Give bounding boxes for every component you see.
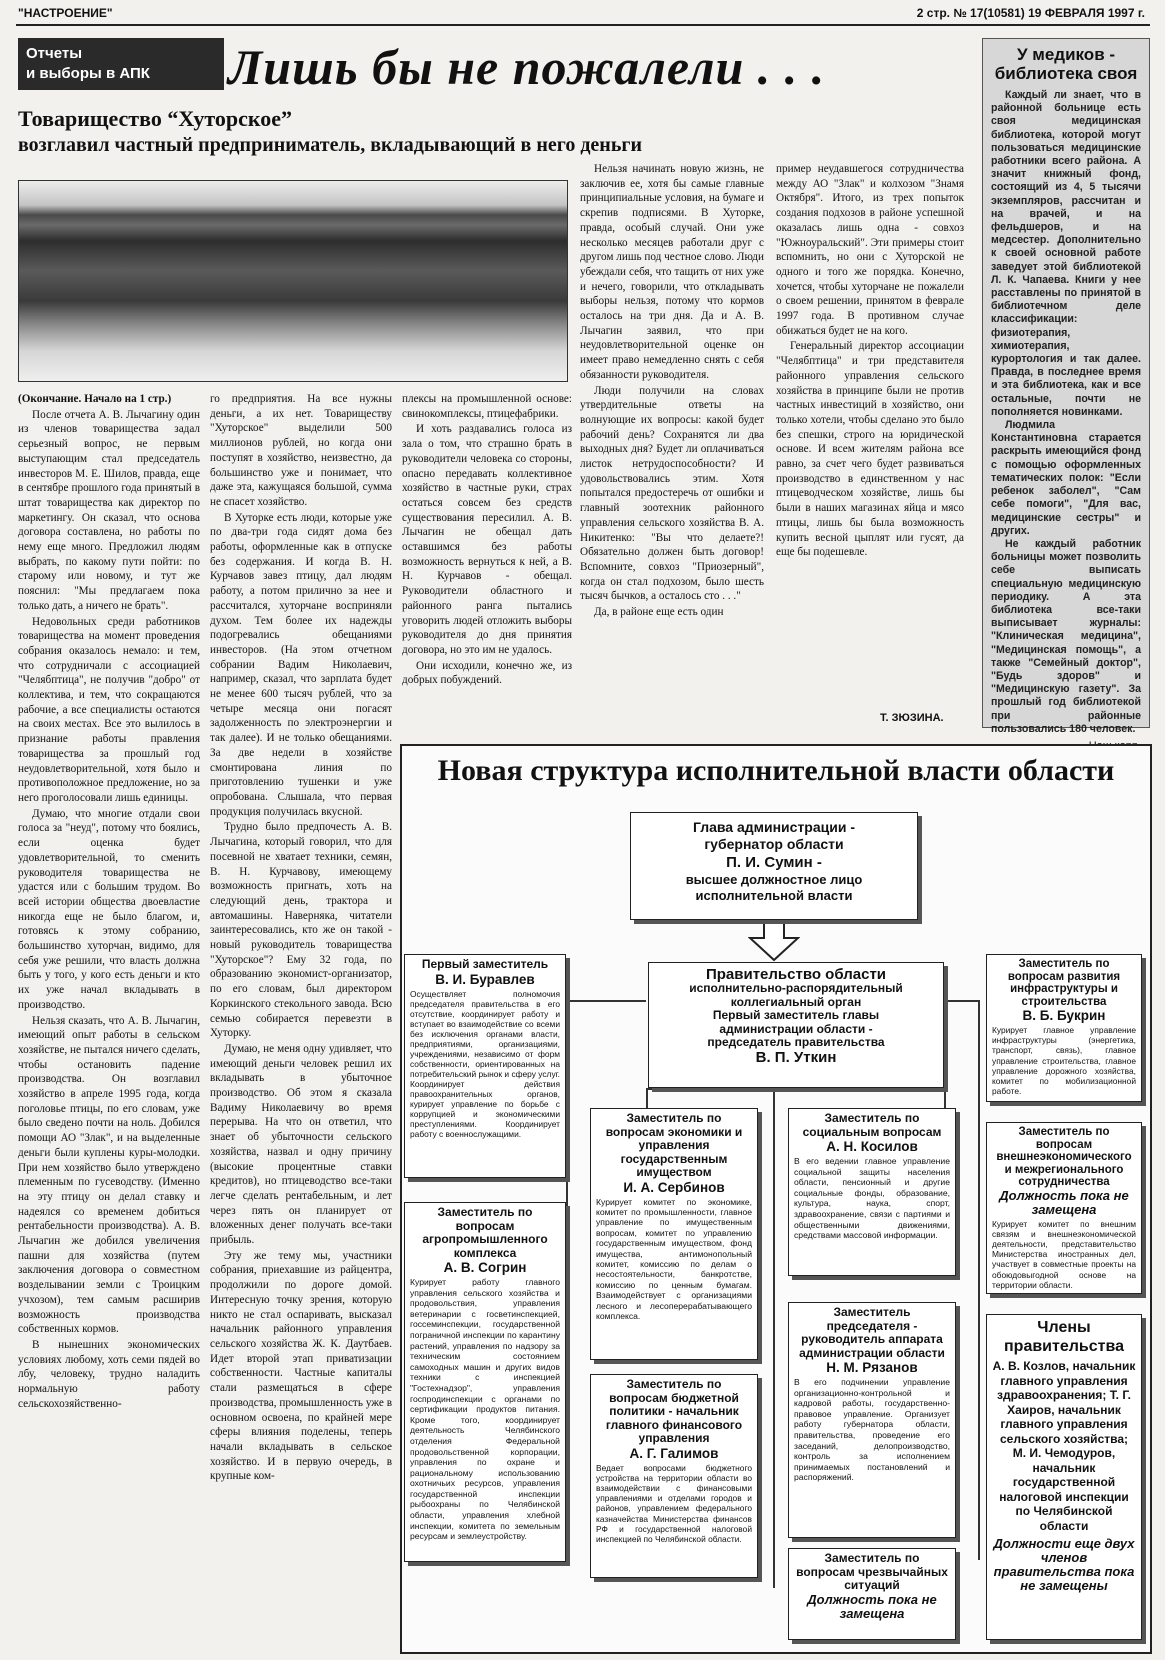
- government-members-box: [986, 1314, 1142, 1640]
- connector-left-drop: [646, 1088, 648, 1108]
- budget-deputy-title: Заместитель по вопросам бюджетной политики - начальник главного финансового управления: [605, 1377, 743, 1445]
- article-paragraph: пример неудавшегося сотрудничества между АО "Злак" и колхозом "Знамя Октября". Итого, из трех попыток создания подхозов в районе успешной оказалась лишь одна - совхоз "Южноуральский". Эти примеры стоит вспомнить, но они с Хуторской не одного и того же порядка. Конечно, хочется, чтобы хуторчане не пожалели о своем решении, принятом в феврале 1997 года. В противном случае обижаться будет не на кого.: [776, 163, 964, 337]
- rubric-line2: и выборы в АПК: [26, 65, 150, 82]
- article-paragraph: Они исходили, конечно же, из добрых побуждений.: [402, 659, 572, 687]
- article-paragraph: Недовольных среди работников товарищества на момент проведения собрания оказалось немало: и тем, что сотрудничали с ассоциацией "Челябптица", не получив "добро" от коллектива, и тем, что сокращаются рабочие, а все специалисты остаются на своих местах. Все это вылилось в признание работы правления товарищества за прошлый год неудовлетворительной, хотя было и противоположное предложение, но за него проголосовали лишь единицы.: [18, 615, 200, 804]
- article-paragraph: Думаю, что многие отдали свои голоса за "неуд", потому что боялись, если оценка будет удовлетворительной, то сменить руководителя товарищества не удастся или с большим трудом. Во всей истории общества двоевластие никогда еще не было благом, и, готовясь к этому собранию, большинство хуторчан, видимо, для себя уже решили, что власть должна быть у того, у кого есть деньги и кто их уже начал вкладывать в производство.: [18, 807, 200, 1011]
- apparatus-deputy-box: [788, 1302, 956, 1538]
- subheadline-line1: Товарищество “Хуторское”: [18, 106, 293, 131]
- members-title: Члены правительства: [1004, 1319, 1124, 1355]
- governor-line3: высшее должностное лицо: [685, 872, 863, 887]
- article-paragraph: Трудно было предпочесть А. В. Лычагина, который говорил, что для посевной не хватает техники, семян, В. Н. Курчавову, имеющему возможность пригнать, хоть на следующий день, трактора и автомашины. Наверняка, читатели заинтересовались, кто же он такой - новый руководитель товарищества "Хуторское"? Ему 32 года, по образованию экономист-организатор, по его словам, был директором Коркинского стекольного завода. Всю семью собирается перевезти в Хуторку.: [210, 821, 392, 1040]
- budget-deputy-box: [590, 1374, 758, 1578]
- rubric-tag: [18, 38, 224, 90]
- economy-deputy-name: И. А. Сербинов: [623, 1179, 725, 1195]
- article-paragraph: Генеральный директор ассоциации "Челябптица" и три представителя районного управления сельского хозяйства в принципе были не против частных инвестиций в хозяйство, они только хотели, чтобы сделано это было без спешки, строго на юридической основе. И всем жителям района все равно, за счет чего будет развиваться производство в единственном у нас птицеводческом хозяйстве, лишь бы были в наших магазинах яйца и мясо птицы, лишь бы была возможность купить весной цыплят или гусят, да еще бы подешевле.: [776, 340, 964, 559]
- emergency-deputy-box: [788, 1548, 956, 1640]
- article-column-4: [580, 162, 764, 732]
- social-deputy-desc: В его ведении главное управление социальной защиты населения области, пенсионный и другие социальные фонды, образование, культура, наука, спорт, здравоохранение, связи с партиями и общественными движениями, средствами массовой информации.: [794, 1156, 950, 1241]
- government-line4: Первый заместитель главы: [712, 1008, 880, 1022]
- article-paragraph: Нельзя начинать новую жизнь, не заключив ее, хотя бы самые главные принципиальные условия, на бумаге и скрепив подписями. В Хуторке, правда, особый случай. Они уже несколько месяцев работали друг с другом лишь под честное слово. Люди убеждали себя, что тащить от них уже и нечего, говорили, что откладывать выборы нельзя, потому что кормов осталось на три дня. Да и А. В. Лычагин заявил, что при неудовлетворительной оценке он имеет право немедленно снять с себя обязанности руководителя.: [580, 163, 764, 381]
- economy-deputy-box: [590, 1108, 758, 1360]
- article-column-3: [402, 392, 572, 732]
- org-chart-title: Новая структура исполнительной власти области: [437, 754, 1115, 787]
- infrastructure-deputy-box: [986, 954, 1142, 1102]
- article-paragraph: В нынешних экономических условиях любому, хоть семи пядей во лбу, человеку, трудно наладить нормальную работу сельскохозяйственно-: [18, 1339, 200, 1410]
- masthead-right: 2 стр. № 17(10581) 19 ФЕВРАЛЯ 1997 г.: [916, 6, 1145, 20]
- apparatus-deputy-title: Заместитель председателя - руководитель аппарата администрации области: [799, 1305, 945, 1360]
- governor-box: [630, 812, 918, 920]
- first-deputy-box: [404, 954, 566, 1178]
- connector-side-right: [946, 1000, 978, 1002]
- sidebar-text: [991, 89, 1141, 736]
- article-paragraph: В Хуторке есть люди, которые уже по два-три года сидят дома без работы, оформленные как в отпуске без содержания. И когда В. Н. Курчавов завез птицу, дал людям работу, а потом прилично за нее и рассчитался, хуторчане восприняли духом. Тем более их надежды подогревались обещаниями инвесторов. (На этом отчетном собрании Вадим Николаевич, например, сказал, что зарплата будет не менее 600 тысяч рублей, что за четыре месяца они погасят задолженность по электроэнергии и так далее). И не только обещаниями. За две недели в хозяйстве смонтирована линия по приготовлению тушенки и уже опробована. Слышала, что первая продукция получилась вкусной.: [210, 511, 392, 818]
- subheadline: [18, 106, 968, 158]
- government-line1: Правительство области: [705, 966, 887, 983]
- article-column-5: [776, 162, 964, 722]
- connector-mid-spine: [773, 1088, 775, 1588]
- connector-left-spine: [566, 1000, 568, 1560]
- members-text: А. В. Козлов, начальник главного управления здравоохранения; Т. Г. Хаиров, начальник главного управления сельского хозяйства; М. И. Чемодуров, начальник государственной налоговой инспекции по Челябинской области: [992, 1359, 1136, 1533]
- government-line3: коллегиальный орган: [730, 994, 862, 1009]
- members-vacant: Должности еще двух членов правительства пока не замещены: [993, 1536, 1135, 1593]
- article-paragraph: плексы на промышленной основе: свинокомплексы, птицефабрики.: [402, 393, 572, 420]
- apparatus-deputy-name: Н. М. Рязанов: [826, 1360, 918, 1375]
- social-deputy-box: [788, 1108, 956, 1276]
- article-paragraph: Нельзя сказать, что А. В. Лычагин, имеющий опыт работы в сельском хозяйстве, не пытался ничего сделать, чтобы остановить падение производства. Он возглавил хозяйство в апреле 1995 года, когда поголовье птицы, по его словам, уже было сведено почти на ноль. Добился помощи АО "Злак", и на выделенные деньги были куплены куры-молодки. При нем хозяйство было утверждено племенным по гусеводству. (Именно на эту птицу он делал ставку и надеялся со временем добиться рентабельности производства). А. В. Лычагин же добился увеличения пашни для хозяйства (путем заключения договора о совместном возделывании земли с Троицким учхозом), тем самым расширив возможность производства собственных кормов.: [18, 1014, 200, 1336]
- sidebar-paragraph: Не каждый работник больницы может позволить себе выписать специальную медицинскую периодику. А эта библиотека все-таки выписывает журналы: "Клиническая медицина", "Медицинская помощь", а также "Семейный доктор", "Будь здоров" и "Медицинскую газету". За прошлый год библиотекой при районные пользовались 180 человек.: [991, 537, 1141, 735]
- geese-photo: [18, 180, 568, 382]
- government-line2: исполнительно-распорядительный: [689, 981, 903, 995]
- foreign-deputy-box: [986, 1122, 1142, 1294]
- infrastructure-deputy-title: Заместитель по вопросам развития инфраструктуры и строительства: [1007, 958, 1121, 1008]
- article-column-1: [18, 392, 200, 1654]
- social-deputy-title: Заместитель по социальным вопросам: [802, 1111, 942, 1139]
- government-name: В. П. Уткин: [755, 1048, 837, 1066]
- connector-right-drop: [944, 1088, 946, 1108]
- agro-deputy-title: Заместитель по вопросам агропромышленного комплекса: [422, 1205, 548, 1260]
- rubric-line1: Отчеты: [26, 45, 83, 62]
- article-signature: Т. ЗЮЗИНА.: [880, 712, 944, 724]
- economy-deputy-title: Заместитель по вопросам экономики и управления государственным имуществом: [605, 1111, 743, 1179]
- connector-side-left: [566, 1000, 646, 1002]
- first-deputy-desc: Осуществляет полномочия председателя правительства в его отсутствие, координирует работу и вступает во взаимодействие со всеми без исключения органами власти, предприятиями, организациями, учреждениями, независимо от форм собственности, ориентированных на потребительский рынок и сферу услуг. Координирует действия правоохранительных органов, курирует управление по борьбе с коррупцией и экономическими преступлениями. Координирует работу с военнослужащими.: [410, 988, 560, 1139]
- emergency-vacant: Должность пока не замещена: [807, 1591, 937, 1621]
- governor-line2: губернатор области: [704, 836, 844, 852]
- headline: Лишь бы не пожалели . . .: [228, 39, 826, 95]
- article-paragraph: После отчета А. В. Лычагину один из членов товарищества задал серьезный вопрос, не первым выступающим стал председатель инвесторов М. Е. Шилов, правда, еще в сентябре прошлого года принятый в штат товарищества как директор по маркетингу. Он сказал, что основа договора составлена, но работы по нему еще много. Предложил людям выбрать, по какому пути пойти: по старому или новому, и тут же пояснил: "Мы предлагаем пока только дать, а ничего не брать".: [18, 408, 200, 612]
- article-paragraph: Да, в районе еще есть один: [594, 606, 724, 619]
- sidebar-paragraph: Каждый ли знает, что в районной больнице есть своя медицинская библиотека, которой могут пользоваться медицинские работники всего района. А значит книжный фонд, состоящий из 4, 5 тысячи экземпляров, рассчитан и на врачей, и на фельдшеров, и на медсестер. Дополнительно к своей основной работе заведует этой библиотекой Л. К. Чапаева. Книги у нее расставлены по принятой в библиотечном деле классификации: физиотерапия, химиотерапия, курортология и так далее. Правда, в последнее время и эта библиотека, как и все остальные, почти не пополняется новинками.: [991, 89, 1141, 418]
- government-box: [648, 962, 944, 1088]
- infrastructure-deputy-desc: Курирует главное управление инфраструктуры (энергетика, транспорт, связь), главное управление строительства, главное управление дорожного хозяйства, комитет по мобилизационной работе.: [992, 1025, 1136, 1097]
- article-paragraph: го предприятия. На все нужны деньги, а их нет. Товариществу "Хуторское" выделили 500 миллионов рублей, но когда они поступят в хозяйство, неизвестно, да большинство уже и понимает, что даже эта, кажущаяся большой, сумма не спасет хозяйство.: [210, 393, 392, 508]
- apparatus-deputy-desc: В его подчинении управление организационно-контрольной и кадровой работы, государственно-правовое управление. Организует работу губернатора области, правительства, проведение его заседаний, делопроизводство, контроль за исполнением принимаемых постановлений и распоряжений.: [794, 1377, 950, 1483]
- sidebar-medical-library: [982, 38, 1150, 735]
- government-line6: председатель правительства: [707, 1035, 885, 1049]
- governor-line4: исполнительной власти: [695, 888, 853, 903]
- first-deputy-name: В. И. Буравлев: [435, 971, 535, 987]
- article-column-2: [210, 392, 392, 1654]
- sidebar-paragraph: Людмила Константиновна старается раскрыть имеющийся фонд с помощью оформленных тематических полок: "Если ребенок заболел", "Сам себе помоги", "Для вас, медицинские сестры" и других.: [991, 419, 1141, 537]
- social-deputy-name: А. Н. Косилов: [826, 1139, 918, 1154]
- connector-right-spine: [978, 1000, 980, 1560]
- foreign-deputy-desc: Курирует комитет по внешним связям и внешнеэкономической деятельности, представительство Министерства иностранных дел, участвует в совместные проекты на обоюдовыгодной основе на территории области.: [992, 1218, 1136, 1290]
- budget-deputy-name: А. Г. Галимов: [629, 1445, 719, 1461]
- article-paragraph: Люди получили на словах утвердительные ответы на волнующие их вопросы: какой будет рабочий день? Сохранятся ли два выходных дня? Будет ли оплачиваться листок нетрудоспособности? И удовольствовались этим. Хотя попытался предостеречь от ошибки и главный зоотехник районного управления сельского хозяйства В. А. Никитенко: "Вы что делаете?! Обязательно должен быть договор! Вспомните, совхоз "Приозерный", когда он стал подхозом, было шесть тысяч бычков, а осталось сто . . .": [580, 384, 764, 603]
- article-continuation-note: (Окончание. Начало на 1 стр.): [18, 393, 172, 405]
- governor-name: П. И. Сумин -: [726, 854, 822, 871]
- agro-deputy-box: [404, 1202, 566, 1562]
- subheadline-line2: возглавил частный предприниматель, вкладывающий в него деньги: [18, 134, 643, 156]
- arrow-down-icon: [748, 920, 800, 962]
- agro-deputy-name: А. В. Согрин: [443, 1260, 527, 1275]
- emergency-deputy-title: Заместитель по вопросам чрезвычайных ситуаций: [796, 1551, 948, 1592]
- budget-deputy-desc: Ведает вопросами бюджетного устройства на территории области во взаимодействии с финансовыми управлениями и отделами городов и районов, управлением федерального казначейства Министерства финансов РФ и государственной налоговой инспекцией по Челябинской области.: [596, 1462, 752, 1544]
- masthead-rule: [16, 24, 1150, 26]
- first-deputy-title: Первый заместитель: [421, 957, 549, 971]
- economy-deputy-desc: Курирует комитет по экономике, комитет по промышленности, главное управление по имущественным вопросам, комитет по управлению государственным имуществом, фонд имущества, антимонопольный комитет, комиссию по делам о несостоятельности, банкротстве, комиссию по ценным бумагам. Взаимодействует с организациями лесного и лесоперерабатывающего комплекса.: [596, 1196, 752, 1321]
- connector-horizontal-top: [646, 1088, 946, 1090]
- infrastructure-deputy-name: В. Б. Букрин: [1022, 1008, 1106, 1023]
- article-paragraph: Думаю, не меня одну удивляет, что имеющий деньги человек решил их вкладывать в убыточное производство. Об этом я сказала Вадиму Николаевичу во время перерыва. На что он ответил, что знает об убыточности сельского хозяйства, назвал и одну причину (высокие процентные ставки кредитов), но птицеводство все-таки легче сделать рентабельным, и лет через пять он планирует от вложенных денег получать все-таки прибыль.: [210, 1042, 392, 1247]
- sidebar-title: У медиков - библиотека своя: [994, 45, 1138, 83]
- foreign-deputy-title: Заместитель по вопросам внешнеэкономического и межрегионального сотрудничества: [996, 1126, 1132, 1188]
- masthead-left: "НАСТРОЕНИЕ": [18, 6, 113, 20]
- agro-deputy-desc: Курирует работу главного управления сельского хозяйства и продовольствия, управления ветеринарии с госветинспекцией, госсеминспекции, государственной пограничной инспекции по карантину растений, управления по надзору за техническим состоянием самоходных машин и других видов техники с инспекцией "Гостехнадзор", управления госпродинспекции с органами по сертификации продуктов питания. Кроме того, координирует деятельность Челябинского отделения Федеральной продовольственной корпорации, управления по охране и рациональному использованию охотничьих ресурсов, управления государственной инспекции рыбоохраны по Челябинской области, управления хлебной инспекции, комитета по земельным ресурсам и землеустройству.: [410, 1277, 560, 1542]
- foreign-vacant: Должность пока не замещена: [999, 1187, 1129, 1217]
- article-paragraph: И хоть раздавались голоса из зала о том, что страшно брать в руководители человека со стороны, опасно передавать коллективное хозяйство в частные руки, страх остаться совсем без средств существования пересилил. А. В. Лычагин не обещал дать оставшимся без работы возможность вернуться к ней, а В. Н. Курчавов - обещал. Руководители областного и районного ранга пытались уговорить людей отложить выборы руководителя до дня принятия договора, но это им не удалось.: [402, 423, 572, 656]
- article-paragraph: Эту же тему мы, участники собрания, приехавшие из райцентра, продолжили по дороге домой. Интересную точку зрения, которую никто не стал оспаривать, высказал начальник районного управления сельского хозяйства Ж. К. Даутбаев. Идет второй этап приватизации собственности. Частные капиталы стали размещаться в сфере производства, промышленность уже в основном освоена, по крайней мере сферы влияния поделены, теперь начали вкладывать в сельское хозяйство. И в первую очередь, в крупные ком-: [210, 1249, 392, 1483]
- governor-line1: Глава администрации -: [692, 819, 856, 835]
- government-line5: администрации области -: [719, 1021, 873, 1036]
